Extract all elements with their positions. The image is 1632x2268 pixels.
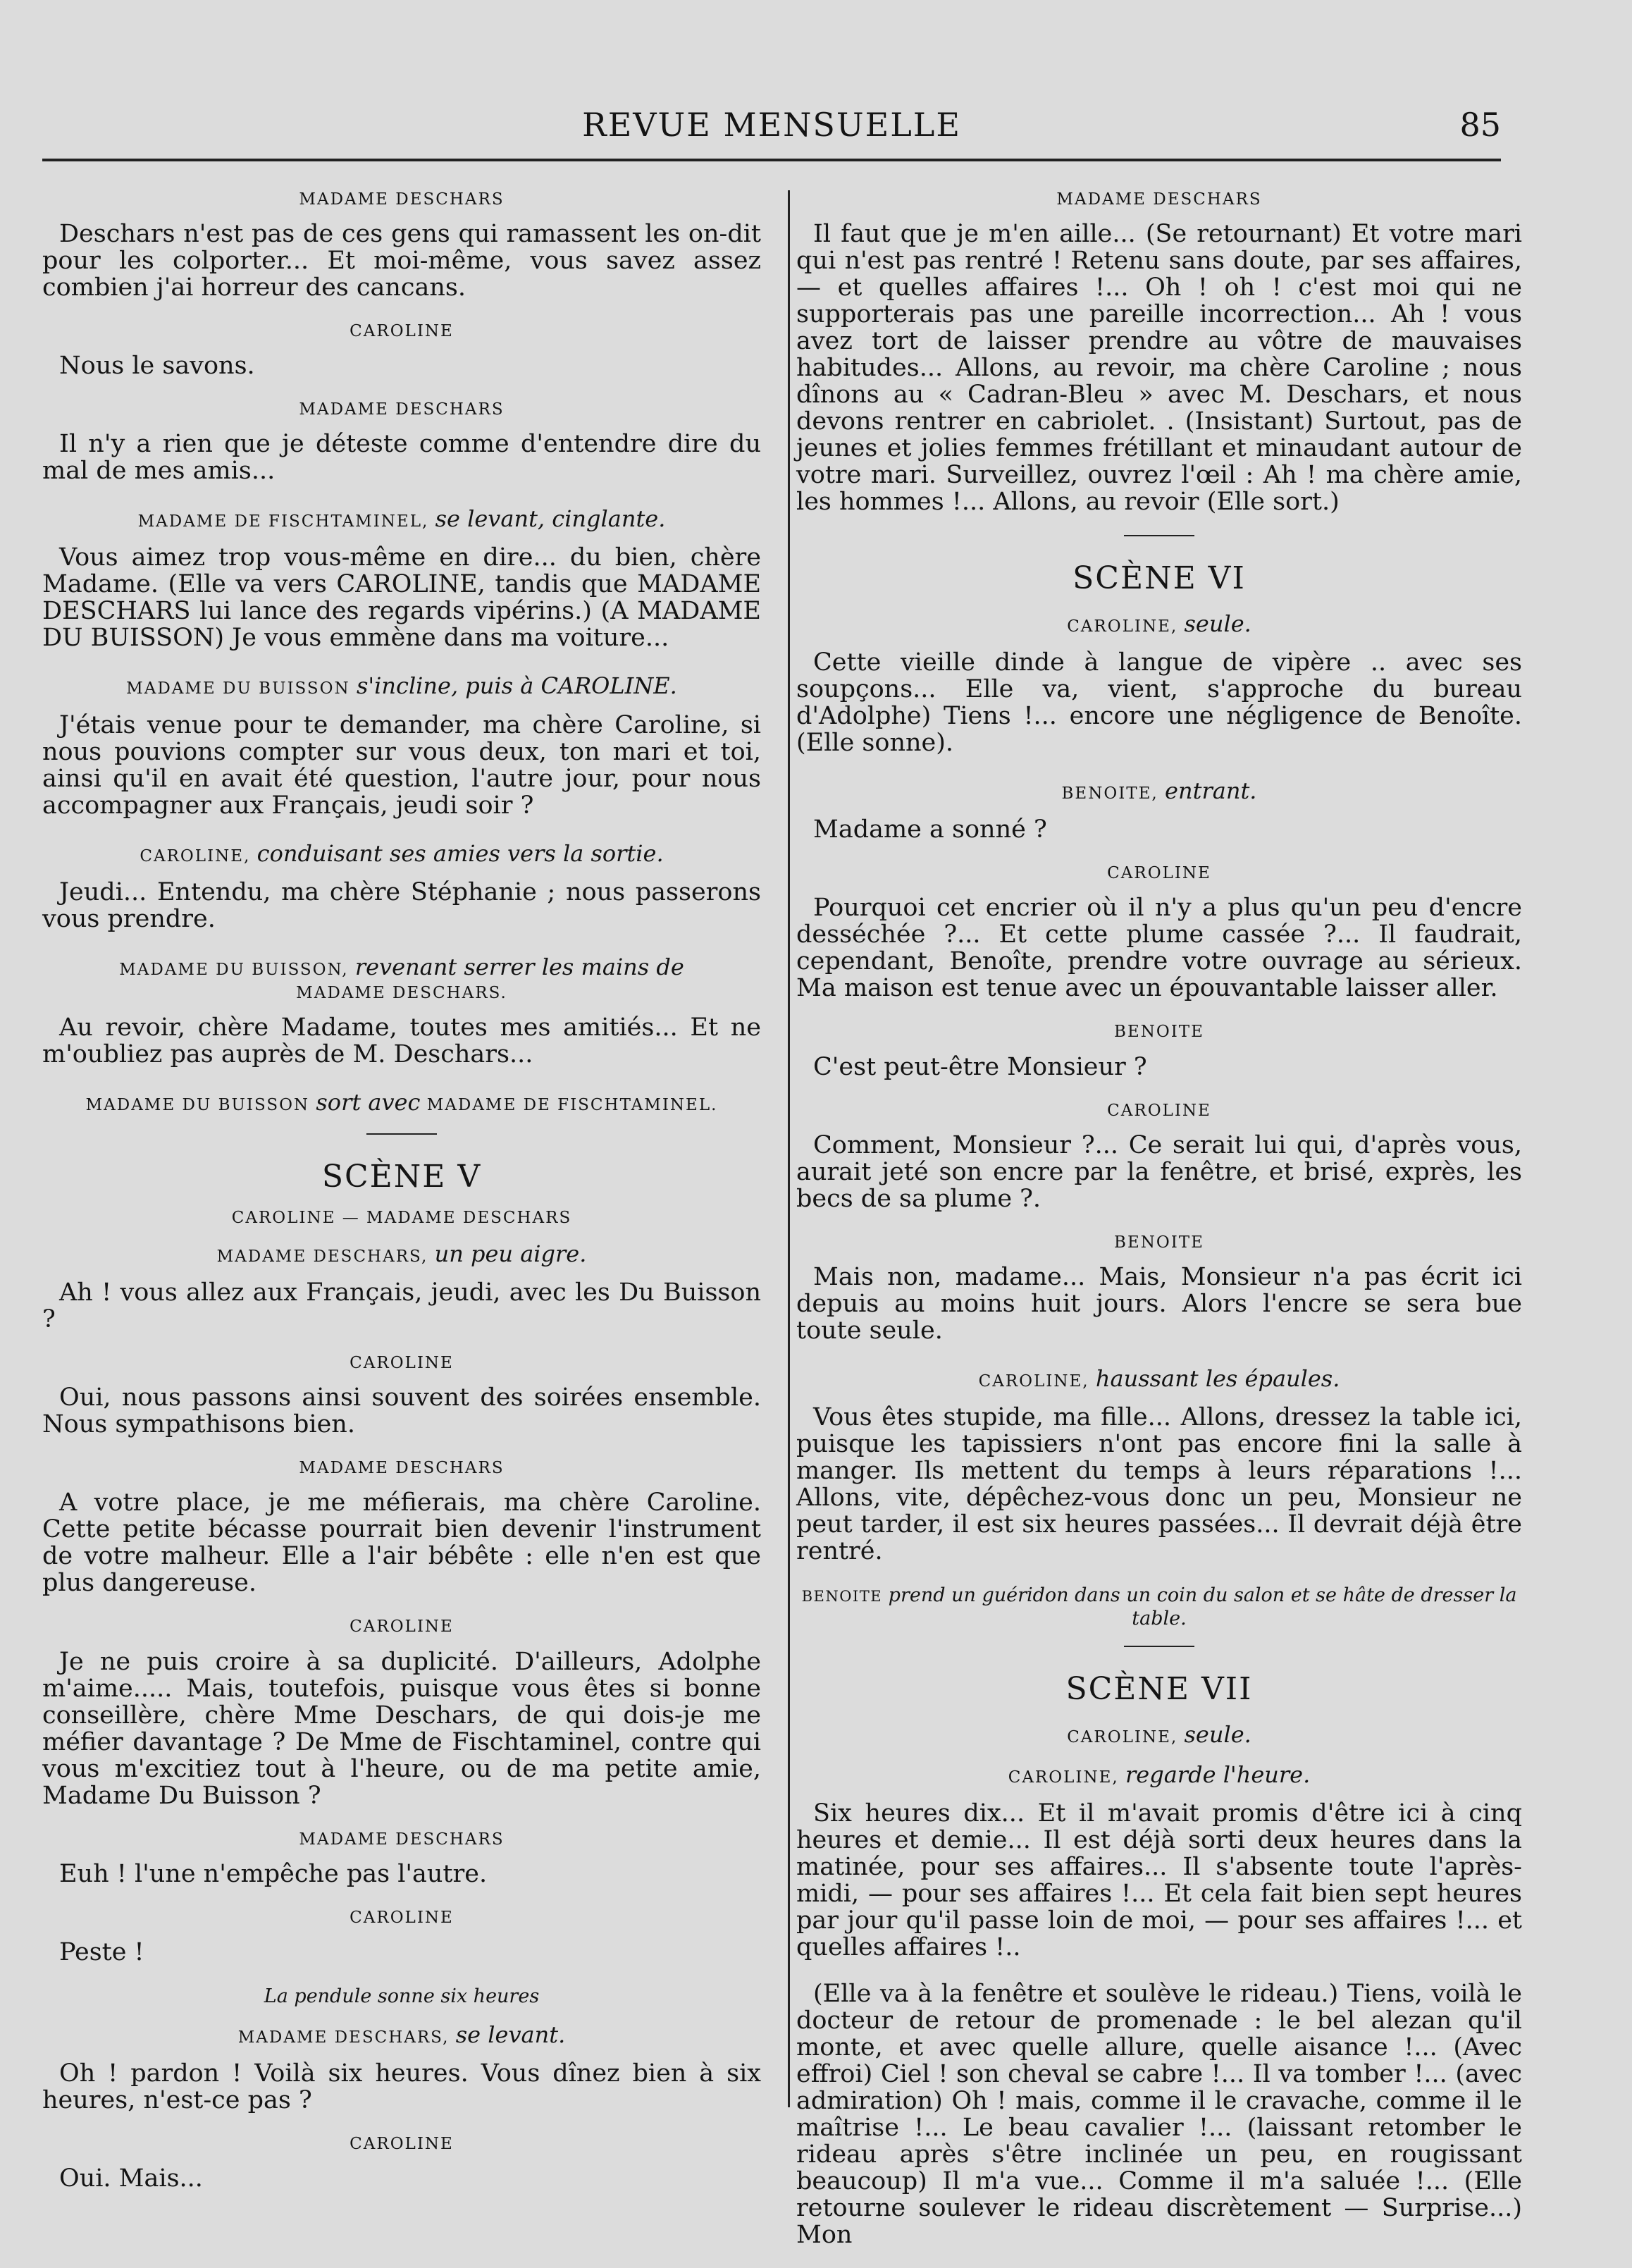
speaker-line (42, 1457, 761, 1479)
speaker-name: CAROLINE (350, 322, 454, 341)
speaker-name: MADAME DESCHARS. (296, 983, 507, 1002)
left-column (42, 189, 761, 2212)
stage-direction-block (796, 1584, 1522, 1630)
stage-direction: se levant. (455, 2021, 566, 2048)
speaker-line (796, 1021, 1522, 1043)
scene-separator (366, 1133, 437, 1135)
dialogue-paragraph: Deschars n'est pas de ces gens qui ramassent les on-dit pour les colporter... Et moi-même, vous savez assez combien j'ai horreur des cancans. (42, 220, 761, 302)
dialogue-paragraph: Comment, Monsieur ?... Ce serait lui qui, d'après vous, aurait jeté son encre par la fenêtre, et brisé, exprès, les becs de sa plume ?. (796, 1130, 1522, 1213)
speaker-line (796, 1720, 1522, 1750)
dialogue-paragraph: Oui, nous passons ainsi souvent des soirées ensemble. Nous sympathisons bien. (42, 1383, 761, 1439)
dialogue-paragraph: C'est peut-être Monsieur ? (813, 1052, 1147, 1081)
dialogue-paragraph: Peste ! (59, 1937, 144, 1966)
stage-exit-line (42, 1087, 761, 1118)
speaker-name: MADAME DESCHARS (299, 1830, 505, 1849)
scene-heading: SCÈNE VII (1065, 1670, 1253, 1707)
speaker-line (42, 839, 761, 869)
right-column (796, 189, 1522, 2268)
speaker-line (42, 1352, 761, 1374)
stage-direction: haussant les épaules. (1095, 1364, 1340, 1392)
stage-direction: se levant, cinglante. (435, 505, 666, 533)
dialogue-paragraph: Au revoir, chère Madame, toutes mes amitiés... Et ne m'oubliez pas auprès de M. Deschars... (42, 1013, 761, 1068)
dialogue-paragraph: Je ne puis croire à sa duplicité. D'ailleurs, Adolphe m'aime..... Mais, toutefois, puisque vous êtes si bonne conseillère, chère Mme Deschars, de qui dois-je me méfier davantage ? De Mme de Fischtaminel, contre qui vous m'excitiez tout à l'heure, ou de ma petite amie, Madame Du Buisson ? (42, 1647, 761, 1810)
dialogue-paragraph: Six heures dix... Et il m'avait promis d'être ici à cinq heures et demie... Il est déjà sorti deux heures dans la matinée, pour ses affaires... Il s'absente toute l'après-midi, — pour ses affaires !... Et cela fait bien sept heures par jour qu'il passe loin de moi, — pour ses affaires !... et quelles affaires !.. (796, 1799, 1522, 1962)
dialogue-paragraph: Vous aimez trop vous-même en dire... du bien, chère Madame. (Elle va vers CAROLINE, tandis que MADAME DESCHARS lui lance des regards vipérins.) (A MADAME DU BUISSON) Je vous emmène dans ma voiture... (42, 543, 761, 653)
stage-direction: un peu aigre. (434, 1240, 587, 1268)
speaker-name: MADAME DESCHARS (1056, 190, 1262, 209)
speaker-line (42, 952, 761, 1004)
dialogue-paragraph: Oh ! pardon ! Voilà six heures. Vous dînez bien à six heures, n'est-ce pas ? (42, 2059, 761, 2114)
dialogue-paragraph: Euh ! l'une n'empêche pas l'autre. (59, 1859, 488, 1888)
speaker-line (796, 189, 1522, 211)
speaker-name: BENOITE (1114, 1023, 1204, 1042)
speaker-name: MADAME DESCHARS, (216, 1247, 428, 1266)
page-header (42, 106, 1501, 148)
scene-separator (1124, 535, 1194, 536)
stage-direction: sort avec (316, 1088, 421, 1116)
stage-direction: revenant serrer les mains de (354, 953, 684, 980)
speaker-name: CAROLINE, (140, 846, 251, 865)
speaker-line (796, 1760, 1522, 1790)
stage-direction: La pendule sonne six heures (264, 1985, 540, 2007)
speaker-name: MADAME DESCHARS, (237, 2028, 450, 2047)
speaker-line (796, 863, 1522, 885)
dialogue-paragraph: Oui. Mais... (59, 2164, 203, 2193)
dialogue-paragraph: Cette vieille dinde à langue de vipère .. avec ses soupçons... Elle va, vient, s'approche du bureau d'Adolphe) Tiens !... encore une négligence de Benoîte. (Elle sonne). (796, 648, 1522, 758)
stage-direction: seule. (1184, 610, 1251, 638)
speaker-name: MADAME DU BUISSON (85, 1095, 310, 1114)
speaker-name: MADAME DU BUISSON (126, 679, 350, 698)
speaker-line (796, 1100, 1522, 1122)
speaker-name: CAROLINE (1107, 1101, 1211, 1120)
speaker-line (796, 1364, 1522, 1394)
speaker-name: CAROLINE (350, 1908, 454, 1927)
dialogue-paragraph: Ah ! vous allez aux Français, jeudi, avec les Du Buisson ? (42, 1278, 761, 1334)
scene-separator (1124, 1646, 1194, 1647)
speaker-line (42, 189, 761, 211)
header-rule (42, 159, 1501, 161)
dialogue-paragraph: Madame a sonné ? (813, 815, 1047, 844)
speaker-line (42, 1616, 761, 1638)
speaker-name: CAROLINE — MADAME DESCHARS (231, 1209, 572, 1228)
speaker-name: CAROLINE (1107, 864, 1211, 883)
speaker-line (796, 609, 1522, 639)
dialogue-paragraph: A votre place, je me méfierais, ma chère Caroline. Cette petite bécasse pourrait bien devenir l'instrument de votre malheur. Elle a l'air bébête : elle n'en est que plus dangereuse. (42, 1489, 761, 1598)
speaker-line (42, 504, 761, 534)
page-number: 85 (1459, 106, 1501, 144)
scene-heading: SCÈNE V (321, 1159, 482, 1195)
speaker-line (42, 671, 761, 701)
speaker-name: CAROLINE (350, 1354, 454, 1373)
dialogue-paragraph: Mais non, madame... Mais, Monsieur n'a pas écrit ici depuis au moins huit jours. Alors l'encre se sera bue toute seule. (796, 1262, 1522, 1345)
speaker-name: CAROLINE, (1067, 617, 1178, 636)
speaker-line (42, 2133, 761, 2155)
speaker-name: BENOITE, (1061, 784, 1158, 803)
speaker-name: CAROLINE, (978, 1372, 1089, 1391)
speaker-line (42, 1207, 761, 1229)
dialogue-paragraph: (Elle va à la fenêtre et soulève le rideau.) Tiens, voilà le docteur de retour de promenade : le bel alezan qu'il monte, et avec quelle allure, quelle aisance !... (Avec effroi) Ciel ! son cheval se cabre !... Il va tomber !... (avec admiration) Oh ! mais, comme il le cravache, comme il le maîtrise !... Le beau cavalier !... (laissant retomber le rideau après s'être inclinée un peu, en rougissant beaucoup) Il m'a vue... Comme il m'a saluée !... (Elle retourne soulever le rideau discrètement — Surprise...) Mon (796, 1980, 1522, 2250)
stage-direction: s'incline, puis à CAROLINE. (356, 672, 677, 700)
speaker-line (42, 1907, 761, 1929)
speaker-name: MADAME DESCHARS (299, 190, 505, 209)
scene-heading: SCÈNE VI (1072, 560, 1246, 597)
speaker-name: MADAME DE FISCHTAMINEL. (426, 1095, 718, 1114)
speaker-name: CAROLINE (350, 1617, 454, 1637)
speaker-line (42, 321, 761, 343)
running-title: REVUE MENSUELLE (582, 106, 961, 144)
stage-direction: regarde l'heure. (1125, 1761, 1311, 1788)
dialogue-paragraph: Il n'y a rien que je déteste comme d'entendre dire du mal de mes amis... (42, 430, 761, 486)
speaker-line (42, 2020, 761, 2050)
dialogue-paragraph: J'étais venue pour te demander, ma chère Caroline, si nous pouvions compter sur vous deux, ton mari et toi, ainsi qu'il en avait été question, l'autre jour, pour nous accompagner aux Français, jeudi soir ? (42, 710, 761, 820)
speaker-name: MADAME DE FISCHTAMINEL, (137, 512, 429, 531)
speaker-line (796, 776, 1522, 806)
dialogue-paragraph: Jeudi... Entendu, ma chère Stéphanie ; nous passerons vous prendre. (42, 877, 761, 933)
dialogue-paragraph: Pourquoi cet encrier où il n'y a plus qu'un peu d'encre desséchée ?... Et cette plume cassée ?... Il faudrait, cependant, Benoîte, prendre votre ouvrage au sérieux. Ma maison est tenue avec un épouvantable laisser aller. (796, 894, 1522, 1003)
stage-direction: entrant. (1165, 777, 1257, 805)
stage-direction: prend un guéridon dans un coin du salon et se hâte de dresser la table. (888, 1584, 1517, 1629)
speaker-line (42, 1239, 761, 1269)
dialogue-paragraph: Vous êtes stupide, ma fille... Allons, dressez la table ici, puisque les tapissiers n'ont pas encore fini la salle à manger. Ils mettent du temps à leurs réparations !... Allons, vite, dépêchez-vous donc un peu, Monsieur ne peut tarder, il est six heures passées... Il devrait déjà être rentré. (796, 1403, 1522, 1565)
speaker-name: BENOITE (1114, 1233, 1204, 1252)
stage-direction: seule. (1184, 1720, 1251, 1748)
column-divider (788, 190, 790, 2107)
stage-direction: conduisant ses amies vers la sortie. (256, 839, 664, 867)
speaker-name: MADAME DESCHARS (299, 400, 505, 419)
speaker-line (42, 1829, 761, 1851)
speaker-name: BENOITE (801, 1587, 883, 1605)
dialogue-paragraph: Il faut que je m'en aille... (Se retournant) Et votre mari qui n'est pas rentré ! Retenu sans doute, par ses affaires, — et quelles affaires !... Oh ! oh ! c'est moi qui ne supporterais pas une pareille incorrection... Ah ! vous avez tort de laisser prendre au vôtre de mauvaises habitudes... Allons, au revoir, ma chère Caroline ; nous dînons au « Cadran-Bleu » avec M. Deschars, et nous devons rentrer en cabriolet. . (Insistant) Surtout, pas de jeunes et jolies femmes frétillant et minaudant autour de votre mari. Surveillez, ouvrez l'œil : Ah ! ma chère amie, les hommes !... Allons, au revoir (Elle sort.) (796, 220, 1522, 517)
speaker-line (796, 1232, 1522, 1254)
speaker-name: CAROLINE, (1008, 1768, 1119, 1787)
speaker-name: CAROLINE (350, 2134, 454, 2153)
dialogue-paragraph: Nous le savons. (59, 352, 255, 381)
speaker-name: MADAME DU BUISSON, (119, 960, 349, 979)
speaker-line (42, 399, 761, 421)
speaker-name: CAROLINE, (1067, 1727, 1178, 1746)
speaker-name: MADAME DESCHARS (299, 1459, 505, 1478)
